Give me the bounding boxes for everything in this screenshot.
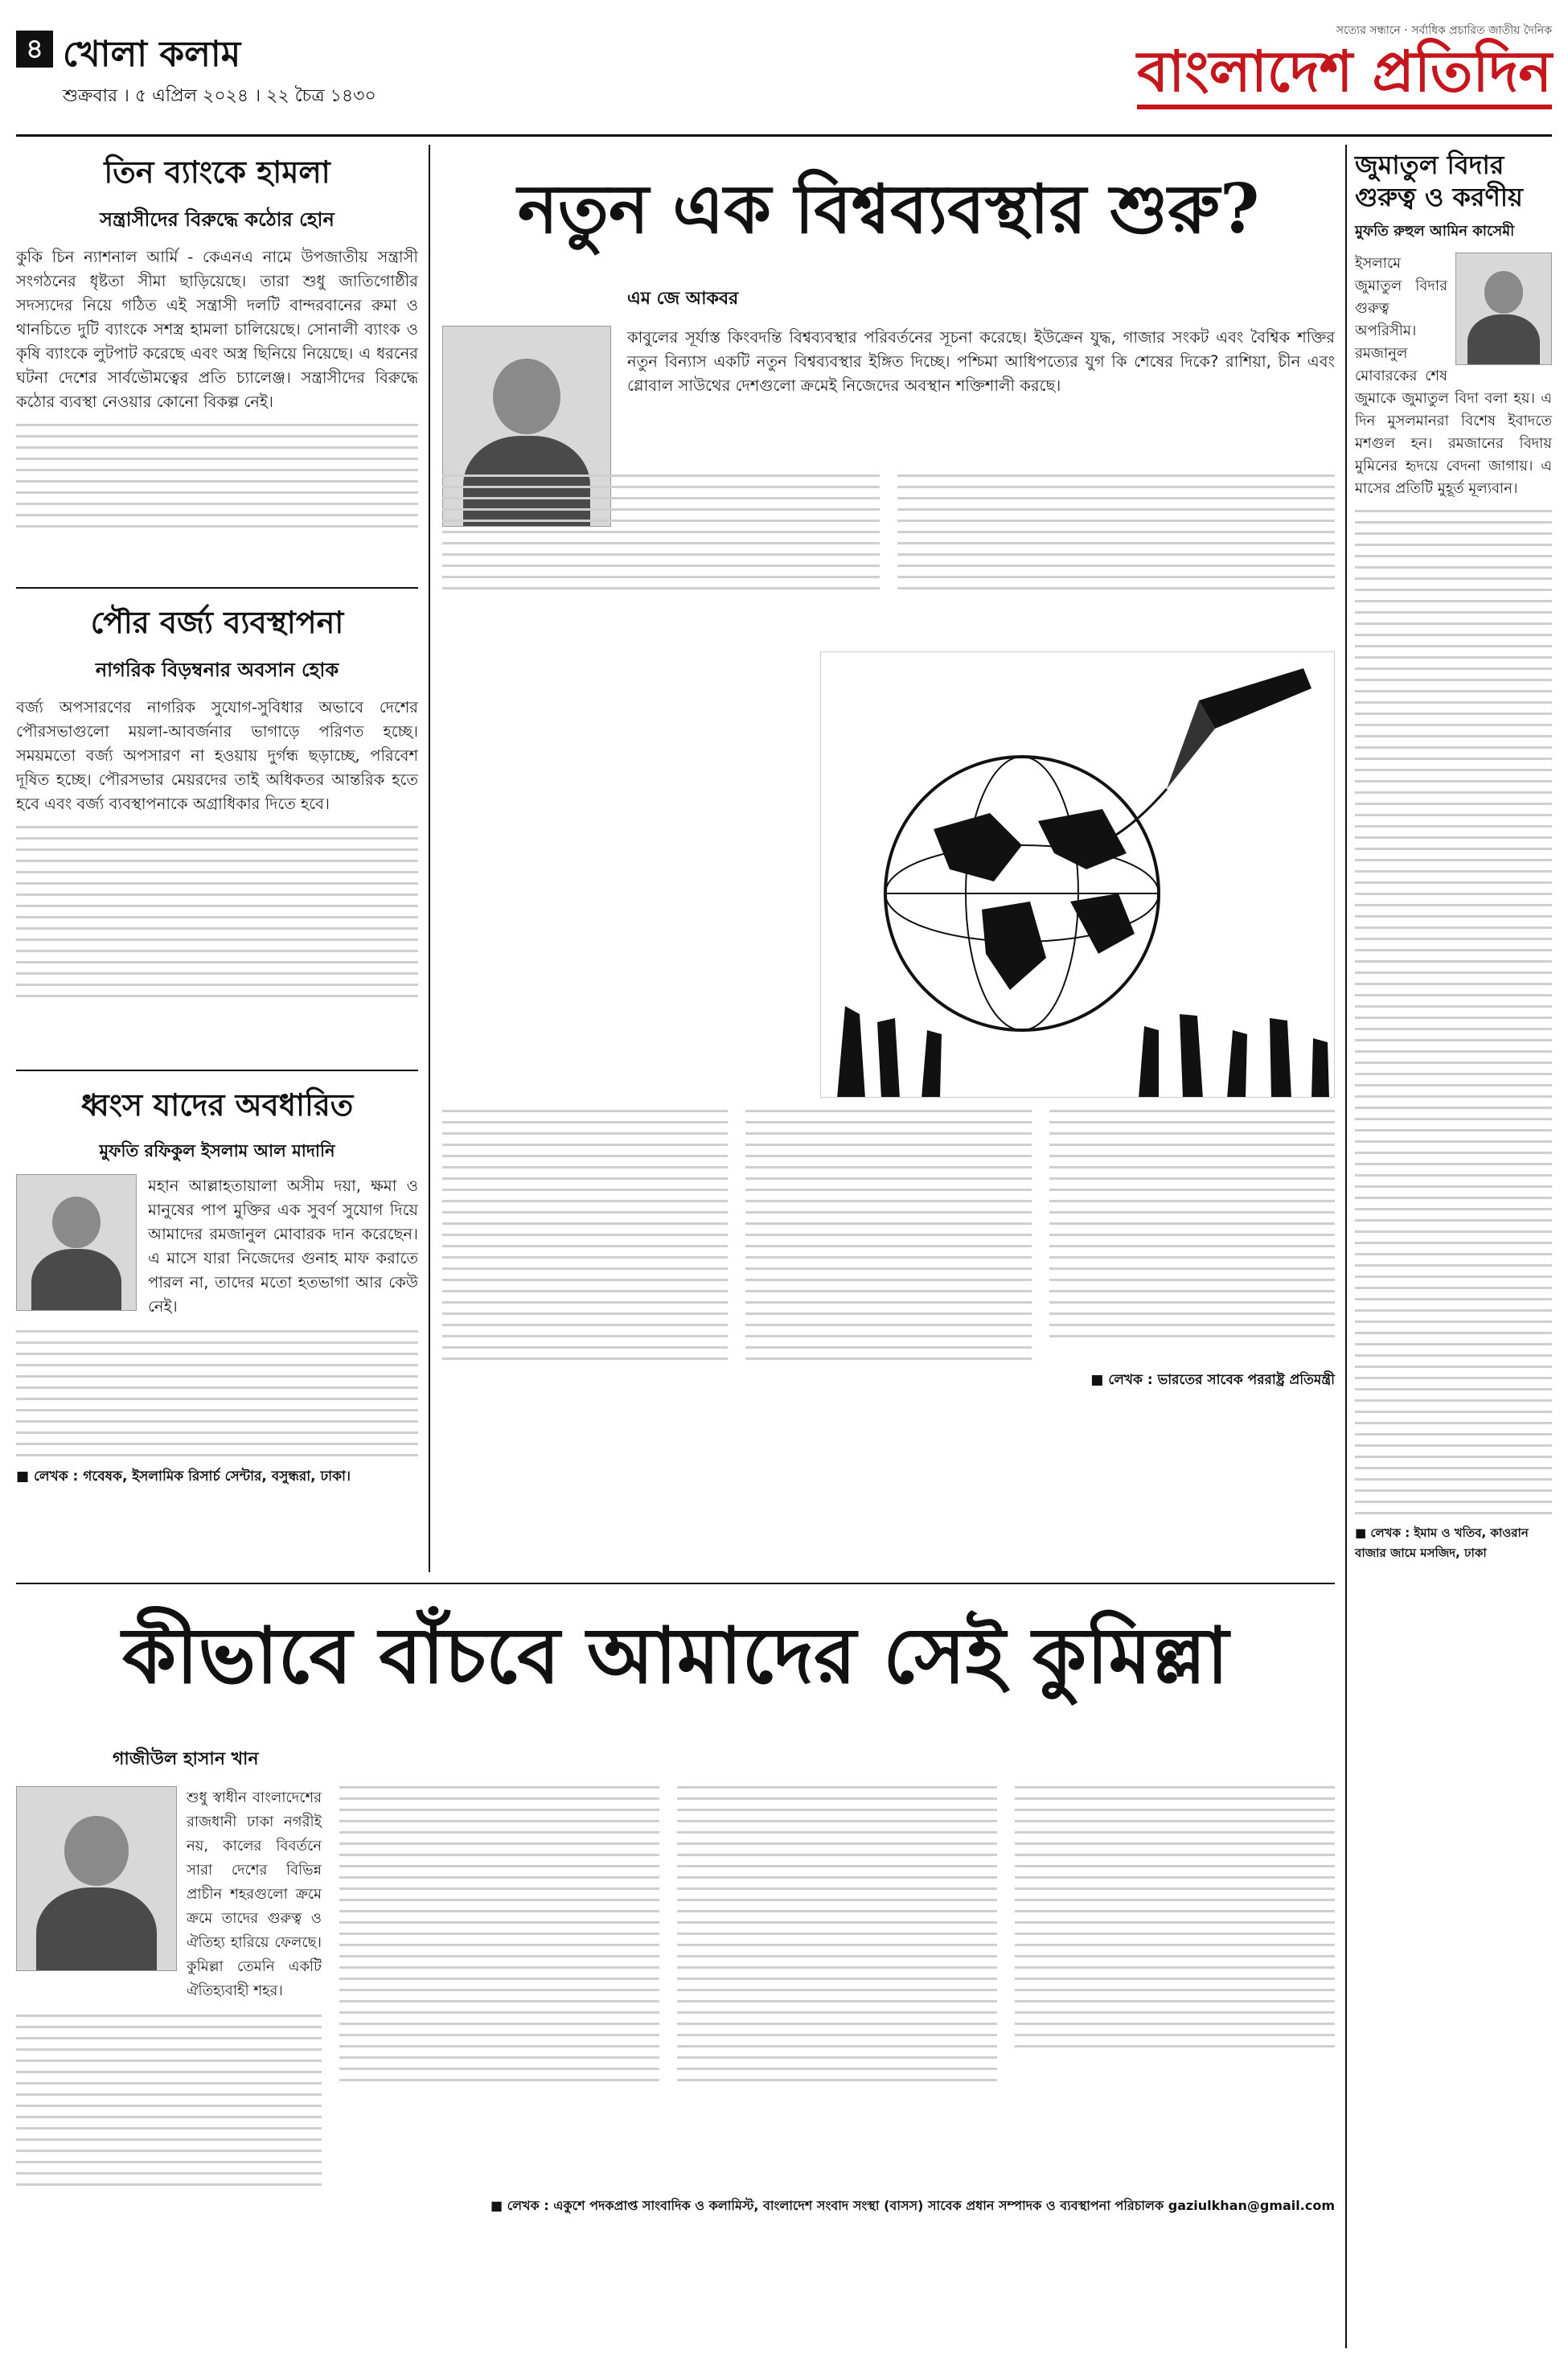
article-rule xyxy=(16,587,418,589)
text-lines xyxy=(16,424,418,528)
article-body: ইসলামে জুমাতুল বিদার গুরুত্ব অপরিসীম। রমজানুল মোবারকের শেষ জুমাকে জুমাতুল বিদা বলা হয়। এ দিন মুসলমানরা বিশেষ ইবাদতে মশগুল হন। রমজানের বিদায় মুমিনের হৃদয়ে বেদনা জাগায়। এ মাসের প্রতিটি মুহূর্ত মূল্যবান। xyxy=(1355,255,1552,497)
author-portrait xyxy=(1455,253,1552,365)
article-body: বর্জ্য অপসারণের নাগরিক সুযোগ-সুবিধার অভাবে দেশের পৌরসভাগুলো ময়লা-আবর্জনার ভাগাড়ে পরিণত হচ্ছে। সময়মতো বর্জ্য অপসারণ না হওয়ায় দুর্গন্ধ ছড়াচ্ছে, পরিবেশ দূষিত হচ্ছে। পৌরসভার মেয়রদের তাই অধিকতর আন্তরিক হতে হবে এবং বর্জ্য ব্যবস্থাপনাকে অগ্রাধিকার দিতে হবে। xyxy=(16,698,418,813)
text-lines xyxy=(16,826,418,997)
text-lines xyxy=(745,1110,1031,1360)
article-body: মহান আল্লাহতায়ালা অসীম দয়া, ক্ষমা ও মানুষের পাপ মুক্তির এক সুবর্ণ সুযোগ দিয়ে আমাদের রমজানুল মোবারক দান করেছেন। এ মাসে যারা নিজেদের গুনাহ মাফ করাতে পারল না, তাদের মতো হতভাগা আর কেউ নেই। xyxy=(148,1177,418,1316)
right-column xyxy=(1355,149,1552,1564)
dateline: শুক্রবার । ৫ এপ্রিল ২০২৪ । ২২ চৈত্র ১৪৩০ xyxy=(63,86,376,106)
main-headline: নতুন এক বিশ্বব্যবস্থার শুরু? xyxy=(517,169,1260,248)
article-author: মুফতি রফিকুল ইসলাম আল মাদানি xyxy=(99,1141,335,1160)
article-title: জুমাতুল বিদার গুরুত্ব ও করণীয় xyxy=(1355,150,1523,212)
article-title: পৌর বর্জ্য ব্যবস্থাপনা xyxy=(90,604,344,640)
left-column-article2 xyxy=(16,599,418,997)
column-rule xyxy=(429,145,430,1572)
bottom-author: গাজীউল হাসান খান xyxy=(113,1749,259,1769)
logo-text: বাংলাদেশ প্রতিদিন xyxy=(1137,38,1552,105)
text-lines xyxy=(339,1786,659,2186)
author-footnote: ■ লেখক : ভারতের সাবেক পররাষ্ট্র প্রতিমন্ত্রী xyxy=(1090,1372,1335,1388)
article-rule xyxy=(16,1070,418,1071)
text-lines xyxy=(677,1786,997,2186)
author-portrait xyxy=(16,1786,177,1971)
left-column xyxy=(16,149,418,528)
main-body: কাবুলের সূর্যাস্ত কিংবদন্তি বিশ্বব্যবস্থার পরিবর্তনের সূচনা করেছে। ইউক্রেন যুদ্ধ, গাজার সংকট এবং বৈশ্বিক শক্তির নতুন বিন্যাস একটি নতুন বিশ্বব্যবস্থার ইঙ্গিত দিচ্ছে। পশ্চিমা আধিপত্যের যুগ কি শেষের দিকে? রাশিয়া, চীন এবং গ্লোবাল সাউথের দেশগুলো ক্রমেই নিজেদের অবস্থান শক্তিশালী করছে। xyxy=(627,328,1335,395)
text-lines xyxy=(442,1110,728,1360)
main-article-continued xyxy=(442,1110,1335,1392)
article-body: কুকি চিন ন্যাশনাল আর্মি - কেএনএ নামে উপজাতীয় সন্ত্রাসী সংগঠনের ধৃষ্টতা সীমা ছাড়িয়েছে। তারা শুধু জাতিগোষ্ঠীর সদস্যদের নিয়ে গঠিত এই সন্ত্রাসী দলটি বান্দরবানের রুমা ও থানচিতে দুটি ব্যাংকে সশস্ত্র হামলা চালিয়েছে। সোনালী ব্যাংক ও কৃষি ব্যাংকে লুটপাট করেছে এবং অস্ত্র ছিনিয়ে নিয়েছে। এ ধরনের ঘটনা দেশের সার্বভৌমত্বের প্রতি চ্যালেঞ্জ। সন্ত্রাসীদের বিরুদ্ধে কঠোর ব্যবস্থা নেওয়ার কোনো বিকল্প নেই। xyxy=(16,248,418,411)
left-column-article3 xyxy=(16,1082,418,1489)
newspaper-logo xyxy=(1137,21,1552,109)
author-footnote: ■ লেখক : একুশে পদকপ্রাপ্ত সাংবাদিক ও কলামিস্ট, বাংলাদেশ সংবাদ সংস্থা (বাসস) সাবেক প্রধান সম্পাদক ও ব্যবস্থাপনা পরিচালক gaziulkhan@gmail.com xyxy=(490,2198,1335,2213)
logo-tagline: সত্যের সন্ধানে · সর্বাধিক প্রচারিত জাতীয় দৈনিক xyxy=(1336,24,1552,37)
text-lines xyxy=(16,2015,322,2186)
bottom-article xyxy=(16,1596,1335,2217)
bottom-headline: কীভাবে বাঁচবে আমাদের সেই কুমিল্লা xyxy=(121,1610,1229,1701)
page-number: ৪ xyxy=(16,31,53,68)
author-footnote: ■ লেখক : ইমাম ও খতিব, কাওরান বাজার জামে মসজিদ, ঢাকা xyxy=(1355,1526,1529,1560)
text-lines xyxy=(1049,1110,1335,1360)
logo-underline xyxy=(1137,105,1552,109)
column-rule xyxy=(1345,145,1347,2348)
article-title: তিন ব্যাংকে হামলা xyxy=(104,154,330,190)
text-lines xyxy=(897,474,1335,589)
text-lines xyxy=(1355,510,1552,1514)
main-author: এম জে আকবর xyxy=(627,289,739,309)
article-title: ধ্বংস যাদের অবধারিত xyxy=(80,1086,354,1123)
page-header xyxy=(16,16,1552,137)
text-lines xyxy=(442,474,880,589)
article-author: মুফতি রুহুল আমিন কাসেমী xyxy=(1355,223,1515,240)
bottom-body: শুধু স্বাধীন বাংলাদেশের রাজধানী ঢাকা নগরীই নয়, কালের বিবর্তনে সারা দেশের বিভিন্ন প্রাচীন শহরগুলো ক্রমে ক্রমে তাদের গুরুত্ব ও ঐতিহ্য হারিয়ে ফেলছে। কুমিল্লা তেমনি একটি ঐতিহ্যবাহী শহর। xyxy=(187,1789,322,1999)
section-rule xyxy=(16,1583,1335,1584)
globe-pen-illustration xyxy=(821,652,1335,1098)
main-article xyxy=(442,157,1335,527)
text-lines xyxy=(1015,1786,1335,2186)
text-lines xyxy=(16,1330,418,1456)
author-portrait xyxy=(16,1174,137,1311)
article-subtitle: নাগরিক বিড়ম্বনার অবসান হোক xyxy=(95,659,339,681)
section-title: খোলা কলাম xyxy=(63,34,241,75)
article-subtitle: সন্ত্রাসীদের বিরুদ্ধে কঠোর হোন xyxy=(100,208,335,231)
main-article-columns xyxy=(442,474,1335,589)
world-order-illustration xyxy=(820,651,1335,1098)
author-footnote: ■ লেখক : গবেষক, ইসলামিক রিসার্চ সেন্টার, বসুন্ধরা, ঢাকা। xyxy=(16,1468,351,1485)
